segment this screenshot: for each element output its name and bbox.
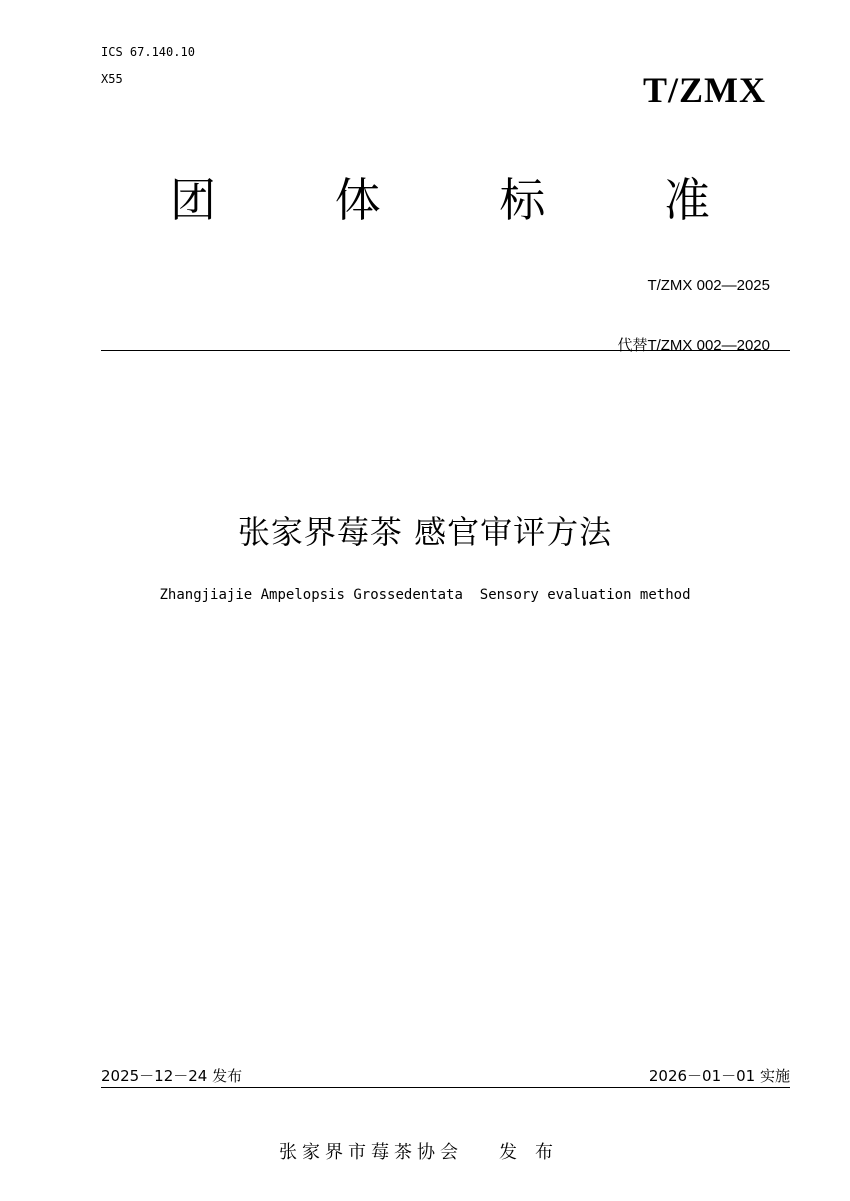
publisher-line bbox=[0, 1140, 850, 1166]
effective-date: 2026－01－01 实施 bbox=[648, 1067, 790, 1085]
publisher-action: 发布 bbox=[499, 1142, 571, 1163]
standard-type-char: 团 bbox=[170, 173, 216, 227]
standard-number: T/ZMX 002—2025 bbox=[647, 277, 770, 294]
standard-type-char: 标 bbox=[499, 173, 546, 227]
ics-code: ICS 67.140.10 bbox=[101, 45, 195, 59]
footer-divider bbox=[101, 1087, 790, 1088]
standard-type-char: 体 bbox=[334, 173, 381, 227]
document-title-en: Zhangjiajie Ampelopsis Grossedentata Sensory evaluation method bbox=[159, 587, 691, 603]
standard-type-heading bbox=[170, 170, 710, 230]
document-title-cn: 张家界莓茶 感官审评方法 bbox=[237, 513, 613, 551]
publish-date: 2025－12－24 发布 bbox=[101, 1067, 243, 1085]
standard-brand: T/ZMX bbox=[642, 70, 766, 110]
replaces-standard: 代替T/ZMX 002—2020 bbox=[617, 337, 770, 354]
publisher-org: 张家界市莓茶协会 bbox=[279, 1142, 463, 1163]
standard-type-char: 准 bbox=[663, 173, 710, 227]
classification-code: X55 bbox=[101, 72, 123, 86]
